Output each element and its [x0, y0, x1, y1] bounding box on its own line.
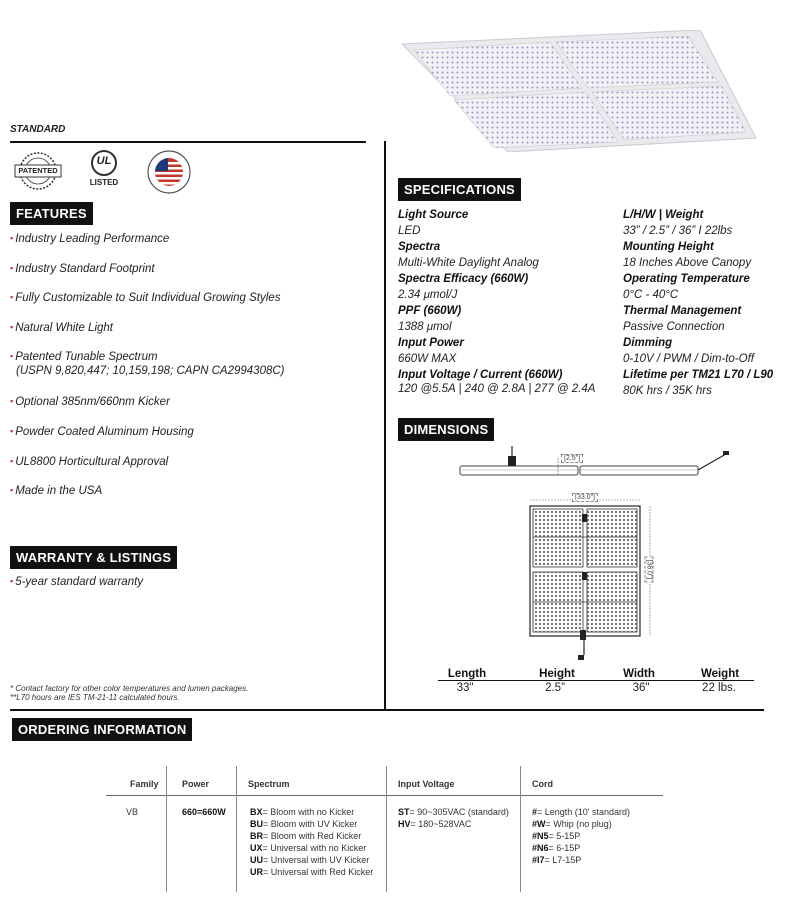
cord-option: #I7= L7-15P: [532, 855, 582, 865]
cord-option: #N6= 6-15P: [532, 843, 581, 853]
cord-option: #= Length (10' standard): [532, 807, 631, 817]
spec-label: Mounting Height: [623, 241, 714, 253]
ordering-col-divider: [166, 766, 167, 892]
ordering-col-divider: [520, 766, 521, 892]
spec-label: Input Power: [398, 337, 464, 349]
dim-width-value: 36": [632, 682, 650, 694]
spec-label: Input Voltage / Current (660W): [398, 369, 563, 381]
power-value: 660=660W: [182, 807, 226, 817]
width-dimension-label: [36.0"]: [645, 557, 654, 583]
spec-value: 660W MAX: [398, 353, 457, 365]
voltage-option: HV= 180~528VAC: [398, 819, 472, 829]
spectrum-option: UX= Universal with no Kicker: [250, 843, 367, 853]
spec-label: Thermal Management: [623, 305, 742, 317]
dim-width-label: Width: [623, 668, 655, 680]
patented-icon: [14, 151, 62, 191]
cord-option: #N5= 5-15P: [532, 831, 581, 841]
spectrum-option: BR= Bloom with Red Kicker: [250, 831, 362, 841]
feature-item: ▪ Optional 385nm/660nm Kicker: [10, 396, 170, 408]
features-heading: FEATURES: [10, 202, 93, 225]
footnote-1: * Contact factory for other color temperatures and lumen packages.: [10, 684, 249, 693]
spec-label: Operating Temperature: [623, 273, 750, 285]
length-dimension-label: [33.0"]: [572, 493, 598, 502]
spectrum-option: UU= Universal with UV Kicker: [250, 855, 370, 865]
dim-divider: [438, 680, 754, 681]
ordering-col-divider: [386, 766, 387, 892]
cord-options: [532, 806, 630, 866]
spec-value: 0°C - 40°C: [623, 289, 679, 301]
spec-value: Passive Connection: [623, 321, 725, 333]
specifications-heading: SPECIFICATIONS: [398, 178, 521, 201]
ordering-col-divider: [236, 766, 237, 892]
voltage-options: [398, 806, 509, 830]
top-view-drawing: [522, 490, 667, 670]
column-divider: [384, 141, 386, 709]
ul-text: UL: [96, 155, 112, 167]
col-header-input-voltage: Input Voltage: [398, 779, 455, 789]
feature-item: ▪ Fully Customizable to Suit Individual Growing Styles: [10, 292, 281, 304]
spec-value: LED: [398, 225, 421, 237]
spec-value: 120 @5.5A | 240 @ 2.8A | 277 @ 2.4A: [398, 383, 596, 395]
feature-item: ▪ Made in the USA: [10, 485, 103, 497]
height-dimension-label: [2.5"]: [561, 454, 583, 463]
listed-text: LISTED: [89, 178, 119, 187]
ordering-heading: ORDERING INFORMATION: [12, 718, 192, 741]
spec-value: 18 Inches Above Canopy: [623, 257, 752, 269]
spec-value: 80K hrs / 35K hrs: [623, 385, 712, 397]
warranty-heading: WARRANTY & LISTINGS: [10, 546, 177, 569]
spec-label: Lifetime per TM21 L70 / L90: [623, 369, 774, 381]
spec-value: Multi-White Daylight Analog: [398, 257, 539, 269]
dim-weight-label: Weight: [700, 668, 740, 680]
col-header-family: Family: [130, 779, 159, 789]
spec-label: Spectra: [398, 241, 441, 253]
voltage-option: ST= 90~305VAC (standard): [398, 807, 509, 817]
spectrum-option: UR= Universal with Red Kicker: [250, 867, 374, 877]
ul-listed-icon: [86, 149, 122, 191]
feature-item: ▪ Powder Coated Aluminum Housing: [10, 426, 194, 438]
spec-label: Light Source: [398, 209, 469, 221]
dim-length-value: 33": [456, 682, 474, 694]
spec-label: Spectra Efficacy (660W): [398, 273, 529, 285]
col-header-power: Power: [182, 779, 210, 789]
feature-item: ▪ Patented Tunable Spectrum (USPN 9,820,447; 10,159,198; CAPN CA2994308C): [10, 351, 285, 377]
dim-length-label: Length: [447, 668, 487, 680]
spec-label: PPF (660W): [398, 305, 462, 317]
feature-item: ▪ Industry Leading Performance: [10, 233, 170, 245]
feature-item: ▪ Natural White Light: [10, 322, 113, 334]
side-view-drawing: [458, 444, 738, 484]
warranty-item: ▪ 5-year standard warranty: [10, 576, 144, 588]
dimensions-heading: DIMENSIONS: [398, 418, 494, 441]
spec-label: L/H/W | Weight: [623, 209, 704, 221]
made-in-usa-icon: [146, 150, 192, 194]
col-header-spectrum: Spectrum: [248, 779, 290, 789]
cord-option: #W= Whip (no plug): [532, 819, 612, 829]
section-divider: [10, 709, 764, 711]
spec-label: Dimming: [623, 337, 673, 349]
ordering-header-divider: [106, 795, 663, 796]
dim-weight-value: 22 lbs.: [702, 682, 736, 694]
footnote-2: **L70 hours are IES TM-21-11 calculated hours.: [10, 693, 180, 702]
spectrum-option: BX= Bloom with no Kicker: [250, 807, 355, 817]
feature-item: ▪ UL8800 Horticultural Approval: [10, 456, 169, 468]
spec-value: 2.34 μmol/J: [398, 289, 458, 301]
spec-value: 1388 μmol: [398, 321, 452, 333]
spec-value: 0-10V / PWM / Dim-to-Off: [623, 353, 754, 365]
standard-label: STANDARD: [10, 124, 66, 135]
product-image: [400, 30, 760, 152]
spectrum-options: [250, 806, 373, 878]
dim-height-label: Height: [539, 668, 575, 680]
spec-value: 33” / 2.5” / 36” I 22lbs: [623, 225, 733, 237]
patent-numbers: (USPN 9,820,447; 10,159,198; CAPN CA2994308C): [16, 365, 285, 377]
dim-height-value: 2.5”: [545, 682, 565, 694]
feature-item: ▪ Industry Standard Footprint: [10, 263, 155, 275]
divider: [10, 141, 366, 143]
family-value: VB: [126, 807, 139, 817]
col-header-cord: Cord: [532, 779, 553, 789]
spectrum-option: BU= Bloom with UV Kicker: [250, 819, 358, 829]
patented-text: PATENTED: [18, 166, 58, 175]
